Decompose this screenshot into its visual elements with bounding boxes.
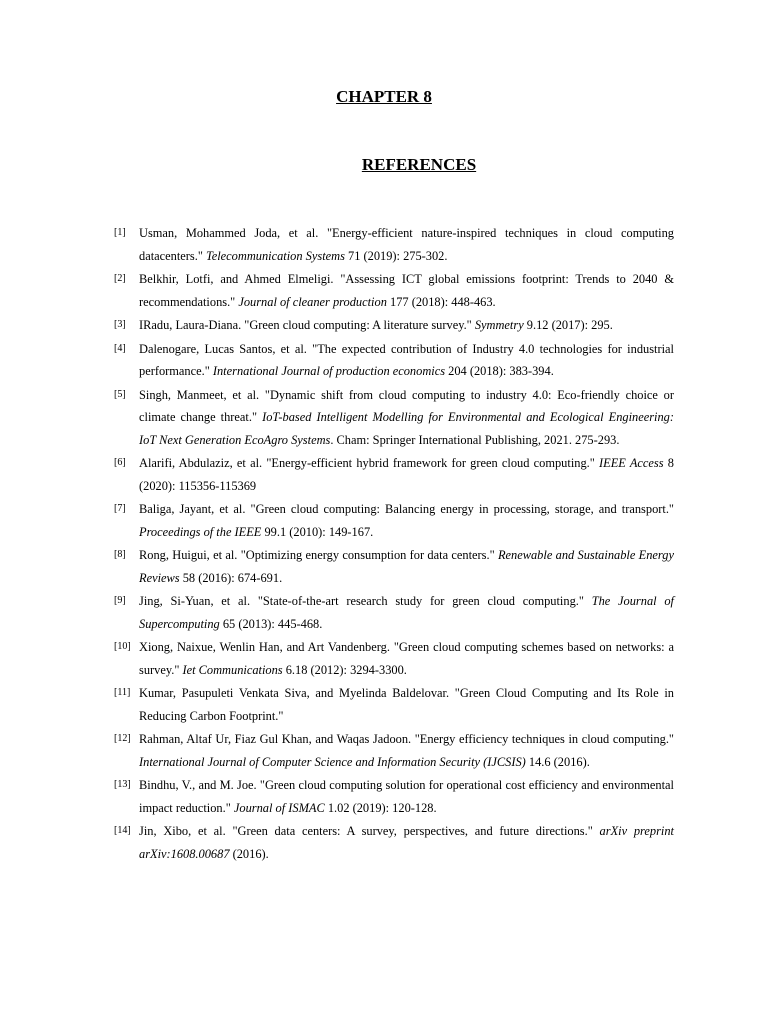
reference-number: [11] — [114, 687, 131, 698]
reference-number: [14] — [114, 825, 131, 836]
section-title: REFERENCES — [361, 155, 477, 174]
reference-details: 14.6 (2016). — [525, 754, 590, 769]
reference-item — [114, 544, 674, 589]
reference-authors-title: Kumar, Pasupuleti Venkata Siva, and Myelinda Baldelovar. "Green Cloud Computing and Its Role in Reducing Carbon Footprint." — [139, 686, 674, 723]
reference-journal: Journal of ISMAC — [233, 800, 325, 815]
reference-details: 6.18 (2012): 3294-3300. — [282, 662, 407, 677]
reference-number: [4] — [114, 342, 126, 354]
reference-item — [114, 682, 674, 727]
reference-list — [114, 222, 674, 866]
reference-number: [3] — [114, 319, 126, 330]
reference-number: [8] — [114, 549, 126, 560]
reference-item — [114, 636, 674, 681]
reference-authors-title: Usman, Mohammed Joda, et al. "Energy-efficient nature-inspired techniques in cloud computing datacenters." — [139, 226, 674, 263]
reference-details: 65 (2013): 445-468. — [219, 616, 323, 631]
reference-number: [13] — [114, 779, 131, 790]
reference-journal: Renewable and Sustainable Energy Reviews — [139, 548, 674, 585]
reference-authors-title: Jin, Xibo, et al. "Green data centers: A survey, perspectives, and future directions." — [139, 824, 600, 838]
reference-journal: Telecommunication Systems — [205, 248, 345, 263]
reference-authors-title: Baliga, Jayant, et al. "Green cloud computing: Balancing energy in processing, storage, and transport." — [139, 502, 674, 516]
reference-number: [9] — [114, 595, 126, 606]
reference-journal: Proceedings of the IEEE — [139, 524, 262, 539]
reference-item — [114, 338, 674, 383]
reference-details: 1.02 (2019): 120-128. — [324, 800, 437, 815]
reference-number: [7] — [114, 503, 126, 514]
reference-journal: International Journal of production economics — [212, 364, 446, 378]
reference-authors-title: Alarifi, Abdulaziz, et al. "Energy-efficient hybrid framework for green cloud computing." — [139, 456, 600, 470]
reference-journal: Symmetry — [474, 318, 524, 332]
reference-item — [114, 222, 674, 267]
reference-item — [114, 728, 674, 773]
reference-details: 9.12 (2017): 295. — [523, 318, 613, 332]
reference-item — [114, 590, 674, 635]
reference-details: 58 (2016): 674-691. — [179, 570, 283, 585]
reference-details: . Cham: Springer International Publishing, 2021. 275-293. — [330, 432, 620, 447]
reference-details: 99.1 (2010): 149-167. — [261, 524, 374, 539]
reference-authors-title: Rong, Huigui, et al. "Optimizing energy consumption for data centers." — [139, 548, 498, 562]
reference-details: 71 (2019): 275-302. — [344, 248, 448, 263]
reference-authors-title: Dalenogare, Lucas Santos, et al. "The expected contribution of Industry 4.0 technologies for industrial performance." — [139, 341, 674, 378]
reference-journal: Journal of cleaner production — [238, 294, 387, 309]
reference-details: 204 (2018): 383-394. — [445, 364, 554, 378]
reference-item — [114, 498, 674, 543]
reference-number: [6] — [114, 457, 126, 468]
reference-item — [114, 774, 674, 819]
chapter-title: CHAPTER 8 — [336, 87, 432, 106]
reference-authors-title: Xiong, Naixue, Wenlin Han, and Art Vandenberg. "Green cloud computing schemes based on networks: a survey." — [139, 640, 674, 677]
reference-number: [12] — [114, 733, 131, 744]
reference-journal: IoT-based Intelligent Modelling for Environmental and Ecological Engineering: IoT Next Generation EcoAgro Systems — [139, 410, 675, 447]
reference-authors-title: Singh, Manmeet, et al. "Dynamic shift from cloud computing to industry 4.0: Eco-friendly choice or climate change threat." — [139, 387, 674, 424]
reference-authors-title: Jing, Si-Yuan, et al. "State-of-the-art research study for green cloud computing." — [139, 594, 592, 608]
reference-journal: IEEE Access — [599, 456, 664, 470]
reference-number: [2] — [114, 273, 126, 284]
reference-details: 177 (2018): 448-463. — [386, 294, 496, 309]
reference-authors-title: IRadu, Laura-Diana. "Green cloud computing: A literature survey." — [139, 318, 475, 332]
reference-number: [10] — [114, 641, 131, 652]
reference-authors-title: Bindhu, V., and M. Joe. "Green cloud computing solution for operational cost efficiency and environmental impact reduction." — [139, 778, 674, 815]
reference-item — [114, 384, 674, 452]
reference-details: (2016). — [229, 846, 269, 861]
reference-number: [5] — [114, 388, 126, 400]
reference-number: [1] — [114, 227, 126, 238]
reference-authors-title: Rahman, Altaf Ur, Fiaz Gul Khan, and Waqas Jadoon. "Energy efficiency techniques in cloud computing." — [139, 732, 674, 746]
reference-item — [114, 452, 674, 497]
reference-item — [114, 314, 674, 337]
reference-item — [114, 268, 674, 313]
reference-item — [114, 820, 674, 865]
reference-journal: Iet Communications — [182, 662, 283, 677]
reference-journal: International Journal of Computer Science and Information Security (IJCSIS) — [139, 754, 526, 769]
reference-journal: The Journal of Supercomputing — [139, 594, 674, 631]
reference-authors-title: Belkhir, Lotfi, and Ahmed Elmeligi. "Assessing ICT global emissions footprint: Trends to 2040 & recommendations." — [139, 272, 674, 309]
reference-details: 8 (2020): 115356-115369 — [139, 456, 674, 493]
reference-journal: arXiv preprint arXiv:1608.00687 — [139, 824, 674, 861]
